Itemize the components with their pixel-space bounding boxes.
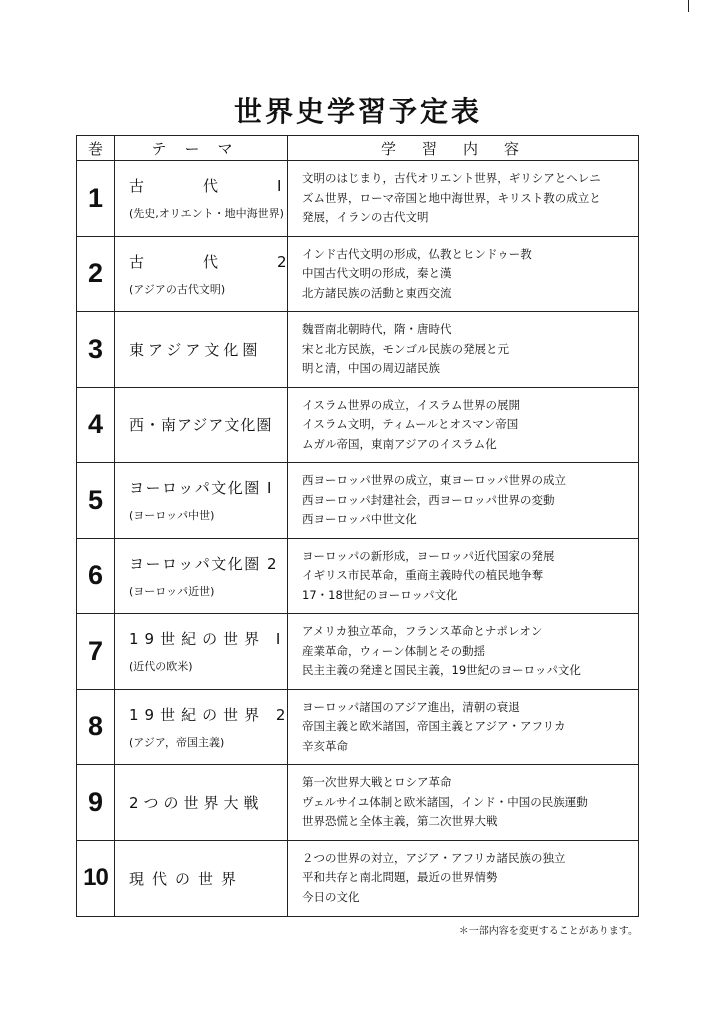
table-row <box>77 236 639 312</box>
volume-number: 7 <box>77 614 115 690</box>
volume-number: 9 <box>77 765 115 841</box>
table-row <box>77 538 639 614</box>
content-line: イスラム世界の成立，イスラム世界の展開 <box>302 397 521 412</box>
content-line: 民主主義の発達と国民主義，19世紀のヨーロッパ文化 <box>302 663 581 677</box>
content-line: 今日の文化 <box>302 889 360 904</box>
theme-cell <box>115 463 288 539</box>
content-line: ２つの世界の対立，アジア・アフリカ諸民族の独立 <box>302 850 566 865</box>
table-row <box>77 840 639 916</box>
content-line: イギリス市民革命，重商主義時代の植民地争奪 <box>302 568 544 582</box>
theme-subtitle: (アジアの古代文明) <box>129 282 226 296</box>
header-theme: テーマ <box>115 136 288 161</box>
theme-subtitle: (アジア，帝国主義) <box>129 735 225 749</box>
content-line: 北方諸民族の活動と東西交流 <box>302 285 452 300</box>
theme-cell <box>115 614 288 690</box>
content-line: 西ヨーロッパ世界の成立，東ヨーロッパ世界の成立 <box>302 473 567 487</box>
content-line: 明と清，中国の周辺諸民族 <box>302 361 440 375</box>
content-line: 文明のはじまり，古代オリエント世界，ギリシアとヘレニ <box>302 171 601 185</box>
theme-subtitle: (近代の欧米) <box>129 660 193 674</box>
content-line: アメリカ独立革命，フランス革命とナポレオン <box>302 624 543 638</box>
theme-title: ヨーロッパ文化圏 2 <box>129 554 279 573</box>
content-line: 産業革命，ウィーン体制とその動揺 <box>302 643 486 658</box>
volume-number: 3 <box>77 312 115 388</box>
content-cell <box>288 689 639 765</box>
volume-number: 1 <box>77 161 115 237</box>
footnote: ＊一部内容を変更することがあります。 <box>458 926 638 937</box>
volume-number: 4 <box>77 387 115 463</box>
theme-cell <box>115 312 288 388</box>
content-cell <box>288 614 639 690</box>
content-line: ヨーロッパの新形成，ヨーロッパ近代国家の発展 <box>302 548 555 563</box>
header-volume: 巻 <box>77 136 115 161</box>
theme-title: 西・南アジア文化圏 <box>129 416 273 435</box>
content-line: 発展，イランの古代文明 <box>302 210 429 224</box>
content-line: 平和共存と南北問題，最近の世界情勢 <box>302 870 498 885</box>
content-cell <box>288 463 639 539</box>
theme-subtitle: (先史,オリエント・地中海世界) <box>129 207 284 221</box>
theme-title: 19世紀の世界 2 <box>129 705 292 724</box>
theme-title: 東アジア文化圏 <box>129 340 262 359</box>
content-line: ヴェルサイユ体制と欧米諸国，インド・中国の民族運動 <box>302 794 588 809</box>
content-line: 西ヨーロッパ封建社会，西ヨーロッパ世界の変動 <box>302 492 555 507</box>
content-line: 第一次世界大戦とロシア革命 <box>302 775 452 789</box>
content-line: ズム世界，ローマ帝国と地中海世界，キリスト教の成立と <box>302 190 601 205</box>
content-cell <box>288 765 639 841</box>
volume-number: 10 <box>77 840 115 916</box>
content-cell <box>288 840 639 916</box>
content-line: イスラム文明，ティムールとオスマン帝国 <box>302 417 519 431</box>
corner-mark <box>688 0 689 12</box>
content-line: 魏晋南北朝時代，隋・唐時代 <box>302 322 452 336</box>
content-line: ムガル帝国，東南アジアのイスラム化 <box>302 436 497 451</box>
theme-cell <box>115 840 288 916</box>
schedule-table <box>76 135 639 917</box>
content-line: 帝国主義と欧米諸国，帝国主義とアジア・アフリカ <box>302 719 566 733</box>
content-cell <box>288 161 639 237</box>
theme-cell <box>115 387 288 463</box>
theme-title: 現代の世界 <box>129 869 245 888</box>
content-line: ヨーロッパ諸国のアジア進出，清朝の衰退 <box>302 699 520 714</box>
content-line: インド古代文明の形成，仏教とヒンドゥー教 <box>302 246 532 261</box>
table-row <box>77 765 639 841</box>
theme-cell <box>115 236 309 312</box>
content-cell <box>288 236 639 312</box>
content-line: 宋と北方民族，モンゴル民族の発展と元 <box>302 341 509 356</box>
volume-number: 8 <box>77 689 115 765</box>
content-line: 西ヨーロッパ中世文化 <box>302 512 417 526</box>
content-line: 中国古代文明の形成，秦と漢 <box>302 266 452 280</box>
content-line: 17・18世紀のヨーロッパ文化 <box>302 587 458 602</box>
table-row <box>77 463 639 539</box>
content-cell <box>288 538 639 614</box>
header-content: 学習内容 <box>288 136 639 161</box>
volume-number: 6 <box>77 538 115 614</box>
table-row <box>77 689 639 765</box>
volume-number: 5 <box>77 463 115 539</box>
theme-subtitle: (ヨーロッパ中世) <box>129 509 215 523</box>
content-cell <box>288 387 639 463</box>
theme-title: 19世紀の世界 I <box>129 630 287 649</box>
page-title: 世界史学習予定表 <box>233 95 482 128</box>
theme-title: 古 代 2 <box>129 252 309 271</box>
content-line: 辛亥革命 <box>302 738 348 753</box>
volume-number: 2 <box>77 236 115 312</box>
theme-cell <box>115 765 288 841</box>
theme-title: 2つの世界大戦 <box>129 793 264 812</box>
theme-title: ヨーロッパ文化圏 I <box>129 479 273 498</box>
theme-subtitle: (ヨーロッパ近世) <box>129 584 215 598</box>
theme-cell <box>115 161 304 237</box>
table-row <box>77 387 639 463</box>
header-row <box>77 136 639 161</box>
theme-title: 古 代 I <box>129 177 304 196</box>
theme-cell <box>115 689 292 765</box>
table-row <box>77 614 639 690</box>
theme-cell <box>115 538 288 614</box>
table-row <box>77 312 639 388</box>
table-row <box>77 161 639 237</box>
content-line: 世界恐慌と全体主義，第二次世界大戦 <box>302 814 498 828</box>
content-cell <box>288 312 639 388</box>
